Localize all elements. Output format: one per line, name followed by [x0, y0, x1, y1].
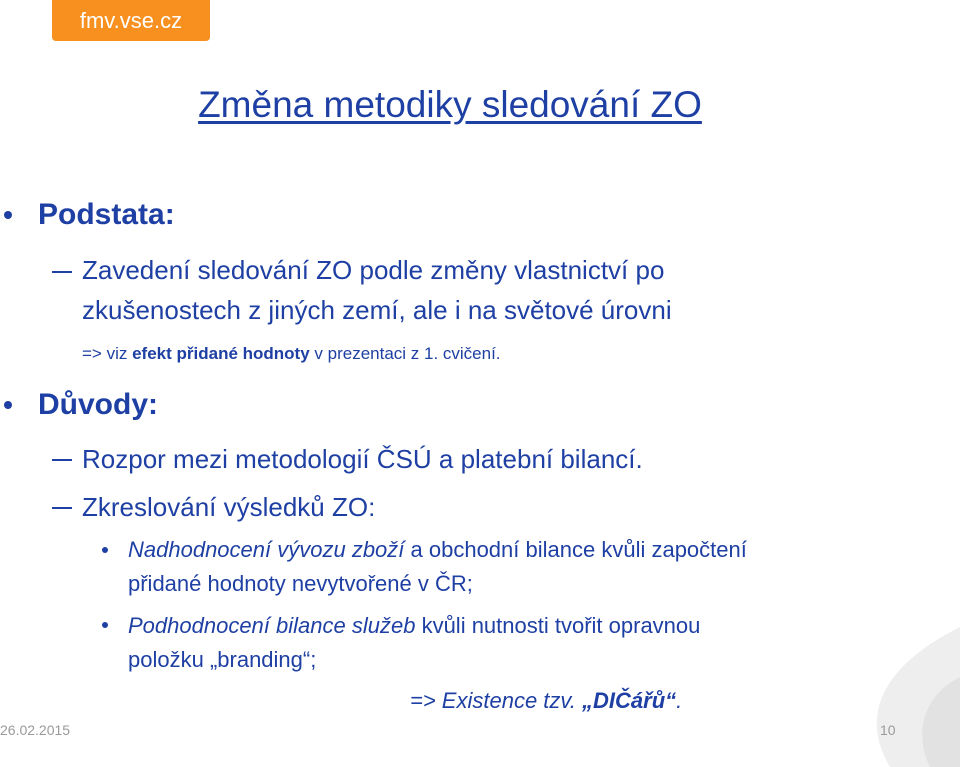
bullet-dot-icon — [4, 401, 12, 409]
sub-item2-line2: položku „branding“; — [128, 647, 317, 672]
site-badge-text: fmv.vse.cz — [79, 7, 183, 33]
section-heading-podstata: Podstata: — [38, 198, 175, 231]
footer-date: 26.02.2015 — [0, 722, 71, 738]
podstata-note — [82, 344, 501, 364]
sub-item2-rest: kvůli nutnosti tvořit opravnou — [415, 613, 701, 638]
sub-item2-italic: Podhodnocení bilance služeb — [128, 613, 416, 638]
bullet-dot-icon — [102, 547, 108, 553]
slide-title: Změna metodiky sledování ZO — [198, 84, 702, 125]
dash-bullet-icon — [52, 459, 72, 461]
conclusion-prefix: => Existence tzv. — [410, 688, 583, 713]
podstata-item-line1: Zavedení sledování ZO podle změny vlastnictví po — [82, 255, 665, 285]
sub-item2-line1 — [128, 609, 700, 643]
bullet-dot-icon — [102, 622, 108, 628]
duvody-item2: Zkreslování výsledků ZO: — [82, 492, 376, 522]
conclusion-bold: „DIČářů“ — [582, 688, 677, 713]
section-heading-duvody: Důvody: — [38, 388, 158, 421]
note-bold: efekt přidané hodnoty — [132, 344, 310, 363]
sub-item1-italic: Nadhodnocení vývozu zboží — [128, 537, 405, 562]
decorative-corner-graphic — [820, 607, 960, 767]
duvody-item1: Rozpor mezi metodologií ČSÚ a platební bilancí. — [82, 444, 643, 474]
dash-bullet-icon — [52, 271, 72, 273]
note-suffix: v prezentaci z 1. cvičení. — [309, 344, 501, 363]
dash-bullet-icon — [52, 507, 72, 509]
sub-item1-line1 — [128, 533, 747, 567]
podstata-item-line2: zkušenostech z jiných zemí, ale i na světové úrovni — [82, 295, 672, 325]
note-prefix: => viz — [82, 344, 133, 363]
sub-item1-rest: a obchodní bilance kvůli započtení — [404, 537, 747, 562]
bullet-dot-icon — [4, 211, 12, 219]
conclusion-line — [410, 684, 682, 718]
conclusion-suffix: . — [676, 688, 683, 713]
sub-item1-line2: přidané hodnoty nevytvořené v ČR; — [128, 571, 473, 596]
site-badge — [52, 0, 210, 41]
page-number: 10 — [880, 722, 896, 738]
